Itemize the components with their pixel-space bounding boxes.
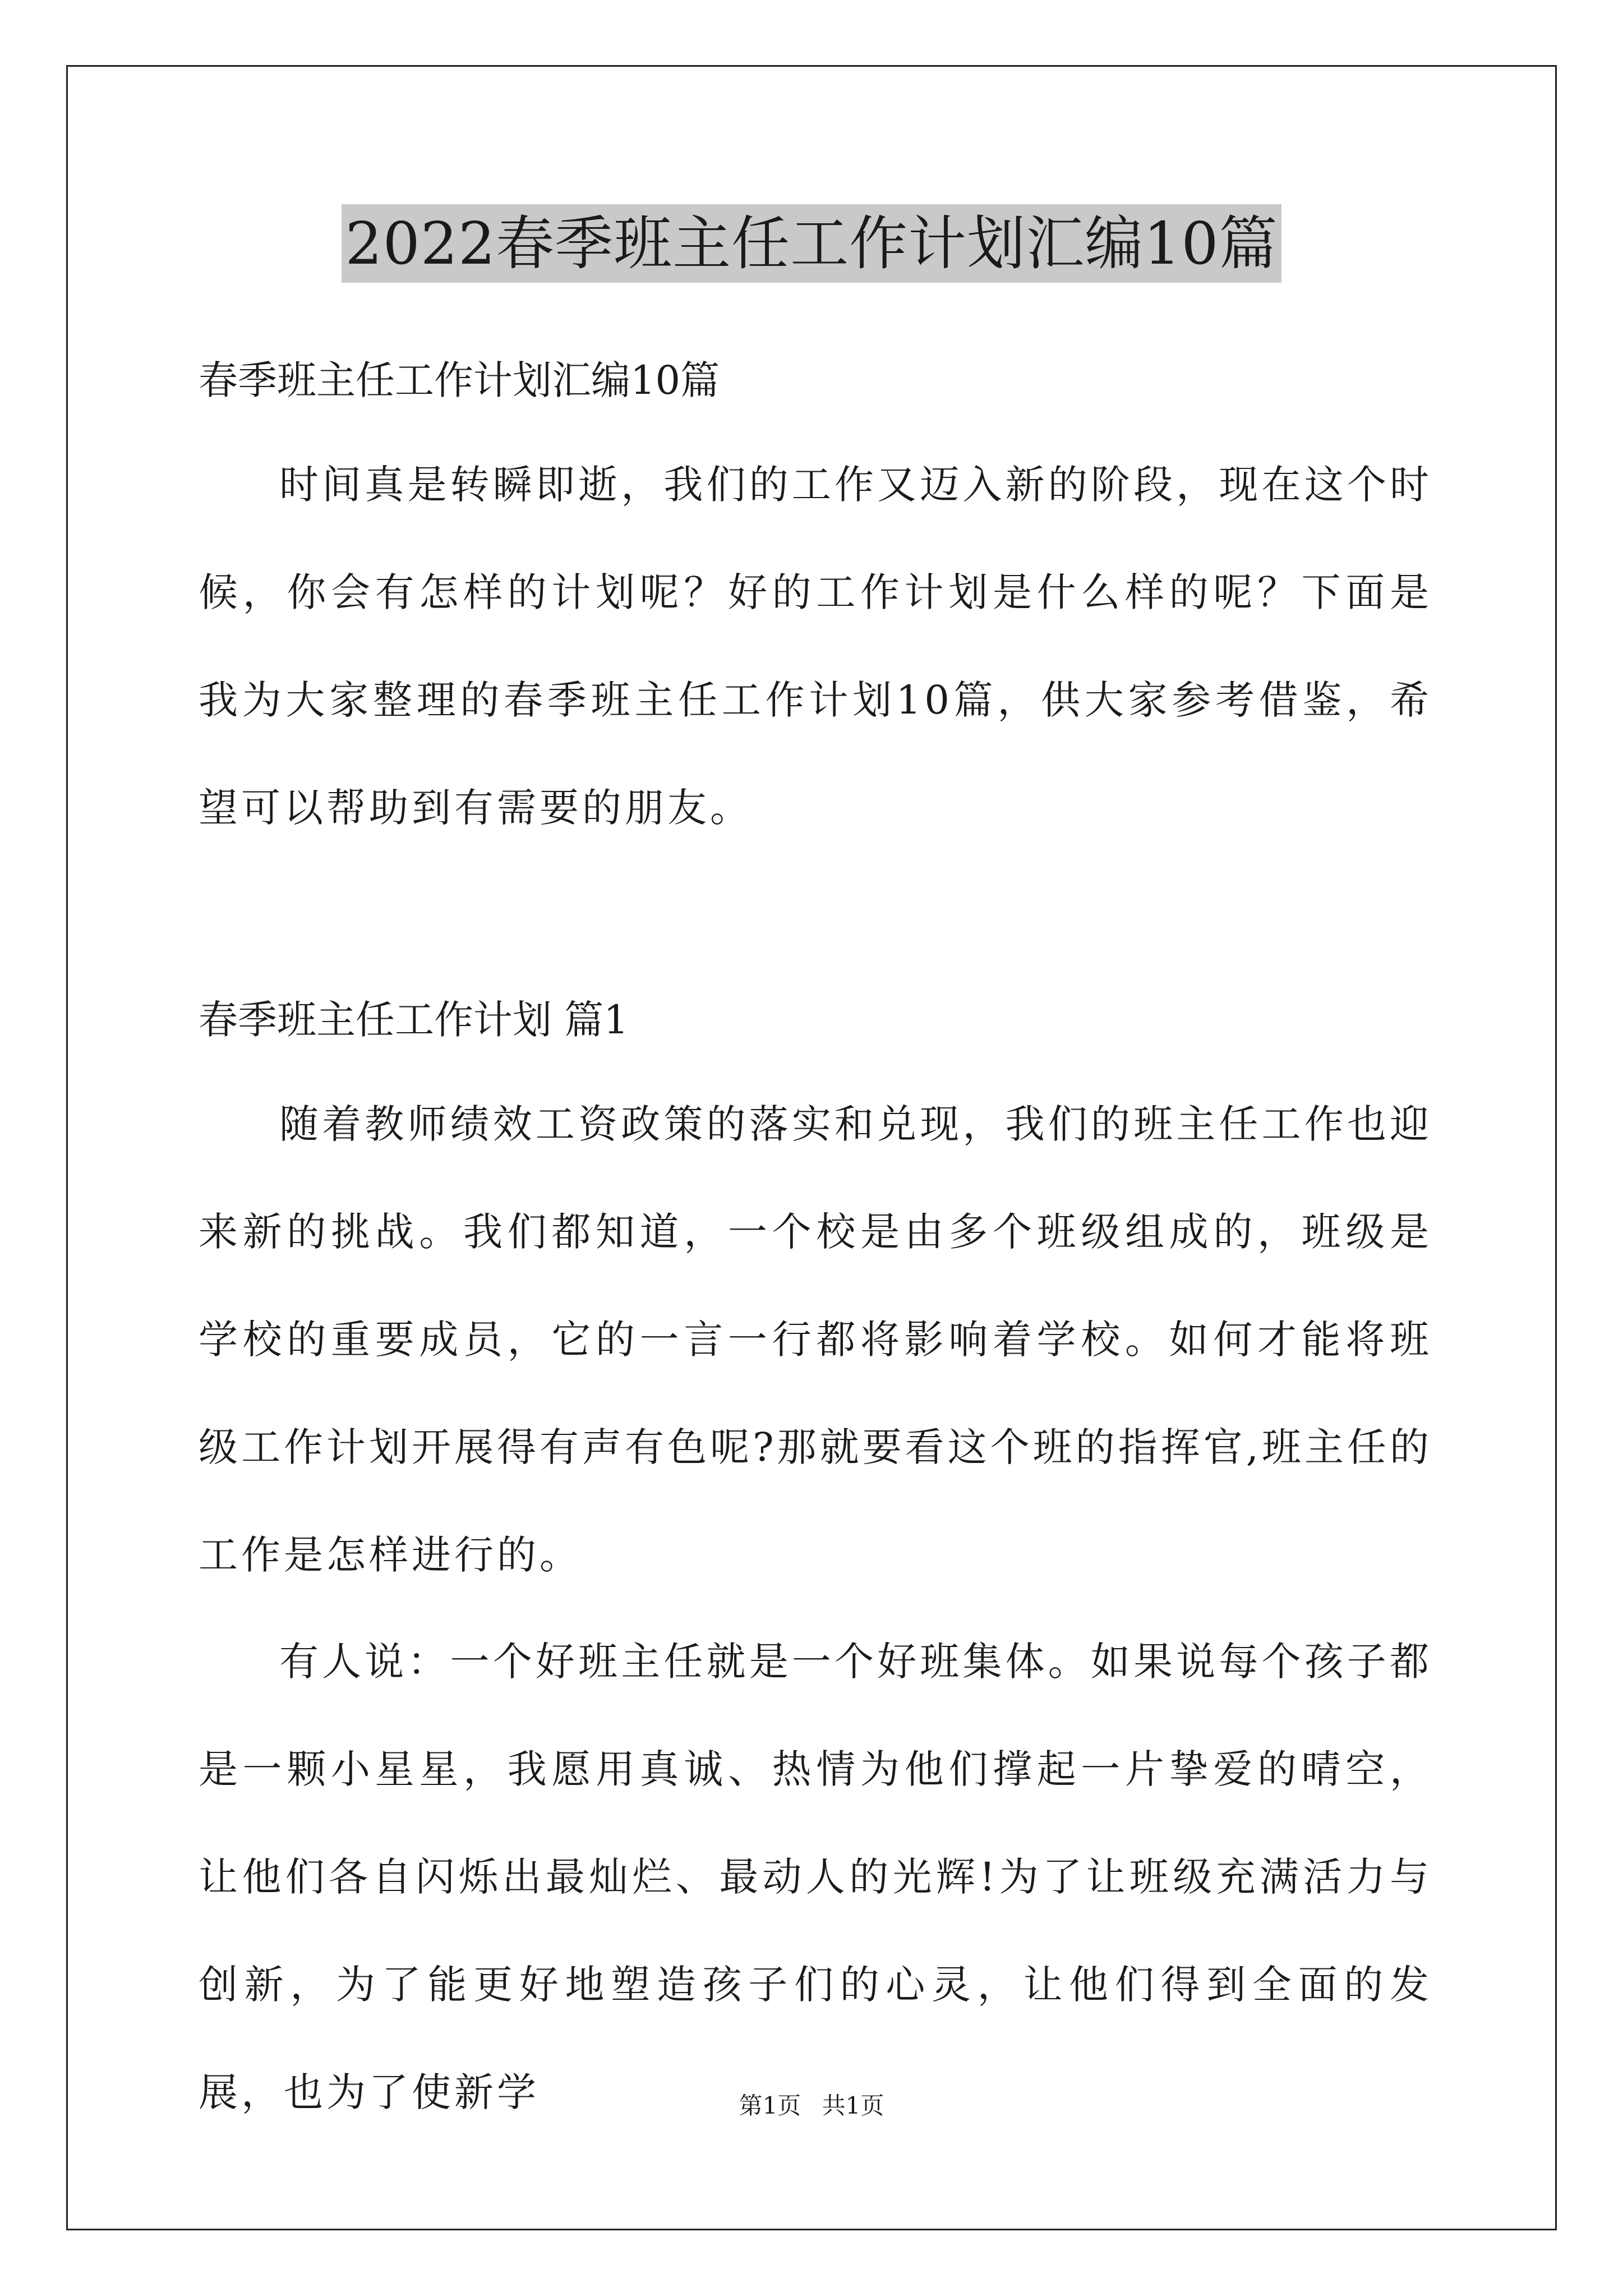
document-title: 2022春季班主任工作计划汇编10篇 [342, 204, 1281, 283]
title-container [0, 204, 1623, 283]
intro-paragraph: 时间真是转瞬即逝，我们的工作又迈入新的阶段，现在这个时候，你会有怎样的计划呢？好的工作计划是什么样的呢？下面是我为大家整理的春季班主任工作计划10篇，供大家参考借鉴，希望可以帮助到有需要的朋友。 [199, 462, 1432, 831]
document-subtitle: 春季班主任工作计划汇编10篇 [199, 357, 720, 403]
section-paragraph: 有人说：一个好班主任就是一个好班集体。如果说每个孩子都是一颗小星星，我愿用真诚、热情为他们撑起一片挚爱的晴空，让他们各自闪烁出最灿烂、最动人的光辉!为了让班级充满活力与创新，为了能更好地塑造孩子们的心灵，让他们得到全面的发展，也为了使新学 [199, 1639, 1432, 2115]
page-footer [0, 2089, 1623, 2123]
page-number-total: 共1页 [822, 2092, 884, 2119]
page-number-current: 第1页 [739, 2092, 801, 2119]
section-paragraph: 随着教师绩效工资政策的落实和兑现，我们的班主任工作也迎来新的挑战。我们都知道，一个校是由多个班级组成的，班级是学校的重要成员，它的一言一行都将影响着学校。如何才能将班级工作计划开展得有声有色呢?那就要看这个班的指挥官,班主任的工作是怎样进行的。 [199, 1101, 1432, 1578]
section-heading: 春季班主任工作计划 篇1 [199, 997, 629, 1043]
